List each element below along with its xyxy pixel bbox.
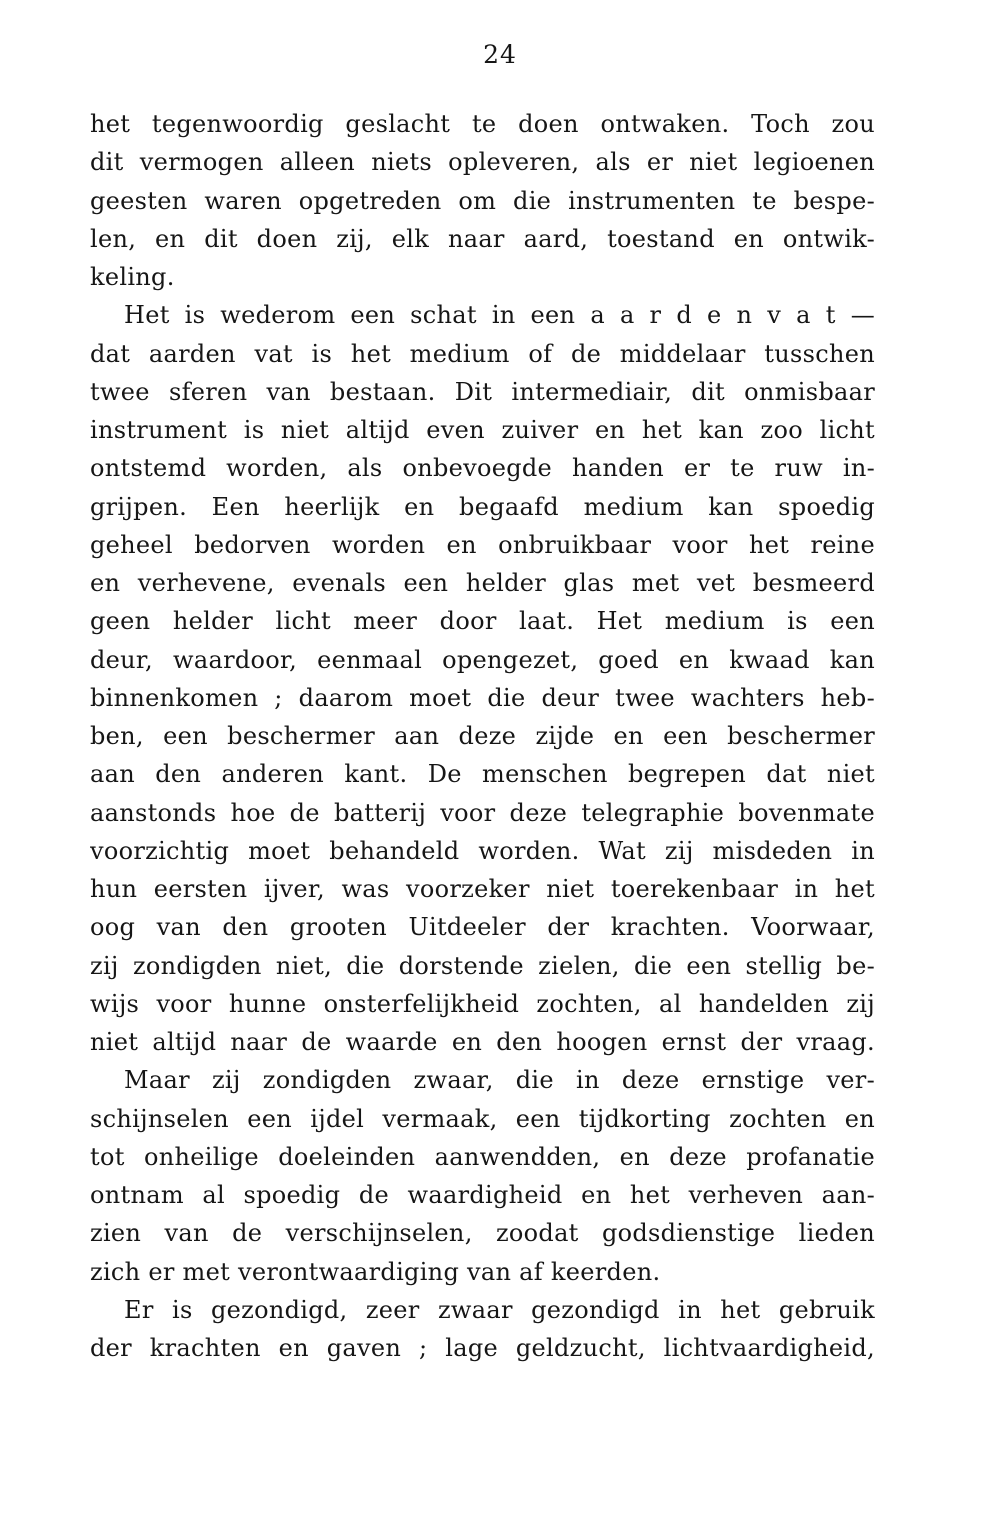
text-line-33: der krachten en gaven ; lage geldzucht, lichtvaardigheid,: [90, 1334, 875, 1362]
text-line-12: geheel bedorven worden en onbruikbaar voor het reine: [90, 530, 875, 559]
text-line-4: len, en dit doen zij, elk naar aard, toestand en ontwik-: [90, 224, 875, 253]
text-line-10: ontstemd worden, als onbevoegde handen er te ruw in-: [90, 454, 875, 483]
text-line-29: ontnam al spoedig de waardigheid en het verheven aan-: [90, 1181, 875, 1209]
text-line-19: aanstonds hoe de batterij voor deze telegraphie bovenmate: [90, 798, 875, 827]
text-line-8: twee sferen van bestaan. Dit intermediair, dit onmisbaar: [90, 377, 875, 406]
text-line-28: tot onheilige doeleinden aanwendden, en deze profanatie: [90, 1142, 875, 1171]
text-line-22: oog van den grooten Uitdeeler der krachten. Voorwaar,: [90, 913, 875, 942]
text-line-3: geesten waren opgetreden om die instrumenten te bespe-: [90, 186, 875, 215]
text-line-32: Er is gezondigd, zeer zwaar gezondigd in het gebruik: [124, 1295, 875, 1324]
text-line-11: grijpen. Een heerlijk en begaafd medium kan spoedig: [90, 492, 875, 521]
text-line-15: deur, waardoor, eenmaal opengezet, goed en kwaad kan: [90, 645, 875, 674]
text-line-20: voorzichtig moet behandeld worden. Wat zij misdeden in: [90, 836, 875, 865]
text-line-27: schijnselen een ijdel vermaak, een tijdkorting zochten en: [90, 1104, 875, 1133]
text-line-24: wijs voor hunne onsterfelijkheid zochten, al handelden zij: [90, 989, 875, 1018]
text-line-23: zij zondigden niet, die dorstende zielen, die een stellig be-: [90, 951, 875, 980]
text-line-30: zien van de verschijnselen, zoodat godsdienstige lieden: [90, 1219, 875, 1248]
text-line-14: geen helder licht meer door laat. Het medium is een: [90, 607, 875, 636]
body-text: [90, 105, 875, 1367]
text-line-21: hun eersten ijver, was voorzeker niet toerekenbaar in het: [90, 875, 875, 903]
text-line-18: aan den anderen kant. De menschen begrepen dat niet: [90, 760, 875, 789]
text-line-17: ben, een beschermer aan deze zijde en een beschermer: [90, 722, 875, 750]
text-line-9: instrument is niet altijd even zuiver en het kan zoo licht: [90, 416, 875, 444]
text-line-16: binnenkomen ; daarom moet die deur twee wachters heb-: [90, 683, 875, 712]
text-line-5: keling.: [90, 263, 175, 291]
page-number: 24: [483, 40, 517, 69]
text-line-25: niet altijd naar de waarde en den hoogen ernst der vraag.: [90, 1028, 875, 1056]
text-line-1: het tegenwoordig geslacht te doen ontwaken. Toch zou: [90, 110, 875, 138]
text-line-31: zich er met verontwaardiging van af keerden.: [90, 1257, 661, 1286]
text-line-6: Het is wederom een schat in een a a r d e n v a t —: [124, 301, 875, 330]
text-line-26: Maar zij zondigden zwaar, die in deze ernstige ver-: [124, 1066, 875, 1095]
text-line-2: dit vermogen alleen niets opleveren, als er niet legioenen: [90, 148, 875, 177]
text-line-13: en verhevene, evenals een helder glas met vet besmeerd: [90, 569, 875, 597]
text-line-7: dat aarden vat is het medium of de middelaar tusschen: [90, 339, 875, 368]
